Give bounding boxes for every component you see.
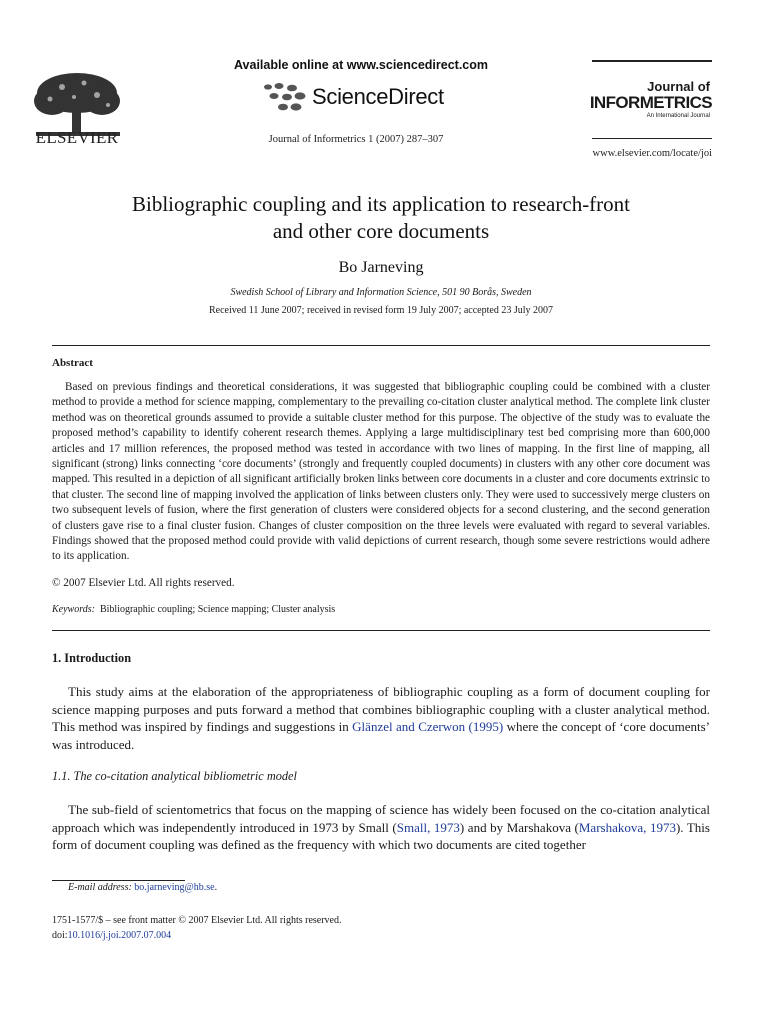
journal-reference: Journal of Informetrics 1 (2007) 287–307 <box>268 134 444 145</box>
section-heading-introduction: 1. Introduction <box>52 651 132 665</box>
footnote-rule <box>52 880 185 881</box>
article-title-line-1: Bibliographic coupling and its application to research-front <box>131 192 631 216</box>
abstract-heading: Abstract <box>52 357 93 369</box>
article-title <box>60 191 702 245</box>
keywords-line <box>52 604 335 615</box>
citation-link-small-1973[interactable]: Small, 1973 <box>396 819 460 835</box>
intro-p1-text-b: where the concept of ‘core documents’ was introduced. <box>52 719 710 752</box>
intro-p2-text-a: The sub-field of scientometrics that focus on the mapping of science has widely been focused on the co-citation analytical approach which was independently introduced in 1973 by Small ( <box>52 802 710 835</box>
intro-paragraph-1 <box>52 683 710 753</box>
doi-label: doi: <box>52 930 68 941</box>
citation-link-glanzel-czerwon[interactable]: Glänzel and Czerwon (1995) <box>352 719 504 735</box>
journal-logo-of: Journal of <box>647 79 710 94</box>
email-label: E-mail address: <box>68 882 132 893</box>
abstract-bottom-rule <box>52 630 710 631</box>
journal-logo <box>584 80 712 120</box>
issn-line: 1751-1577/$ – see front matter © 2007 Elsevier Ltd. All rights reserved. <box>52 915 342 926</box>
author-affiliation: Swedish School of Library and Information Science, 501 90 Borås, Sweden <box>230 287 532 298</box>
keywords-list: Bibliographic coupling; Science mapping; Cluster analysis <box>99 604 336 615</box>
subsection-heading: 1.1. The co-citation analytical bibliometric model <box>52 769 297 783</box>
intro-p1-text-a: This study aims at the elaboration of the appropriateness of bibliographic coupling as a form of document coupling for science mapping purposes and puts forward a method that combines bibliographic coupling with a cluster analytical method. This method was inspired by findings and suggestions in <box>52 684 710 735</box>
intro-p2-text-b: ) and by Marshakova ( <box>459 819 579 835</box>
citation-link-marshakova-1973[interactable]: Marshakova, 1973 <box>578 819 676 835</box>
publisher-name: ELSEVIER <box>35 128 119 147</box>
journal-logo-subtitle: An International Journal <box>646 113 710 119</box>
intro-paragraph-2 <box>52 801 710 854</box>
author-name: Bo Jarneving <box>338 259 424 276</box>
journal-logo-top-rule <box>592 60 712 62</box>
journal-url-link[interactable]: www.elsevier.com/locate/joi <box>592 148 712 159</box>
sciencedirect-dots-icon <box>262 82 308 112</box>
journal-logo-bottom-rule <box>592 138 712 139</box>
email-link[interactable]: bo.jarneving@hb.se <box>134 882 215 893</box>
footnote-email <box>68 882 217 893</box>
sciencedirect-logo <box>262 80 472 114</box>
intro-p2-text-c: ). This form of document coupling was defined as the frequency with which two documents are cited together <box>52 819 710 853</box>
received-dates: Received 11 June 2007; received in revised form 19 July 2007; accepted 23 July 2007 <box>209 305 553 316</box>
email-end: . <box>214 882 218 893</box>
article-title-line-2: and other core documents <box>272 219 490 243</box>
sciencedirect-wordmark: ScienceDirect <box>312 84 444 109</box>
journal-logo-name: INFORMETRICS <box>589 93 712 112</box>
doi-line <box>52 930 171 941</box>
abstract-text: Based on previous findings and theoretical considerations, it was suggested that bibliographic coupling could be combined with a cluster method to provide a method for science mapping, complementary to the prevailing co-citation cluster analytical method. The complete link cluster method was on theoretical grounds assumed to provide a suitable cluster method for this purpose. The objective of the study was to evaluate the proposed method’s capability to identify coherent research themes. Applying a large multidisciplinary test bed comprising more than 600,000 articles and 17 million references, the proposed method was tested in accordance with two lines of mapping. In the first line of mapping, all significant (strong) links connecting ‘core documents’ (strongly and frequently coupled documents) in clusters with any other core document was mapped. This resulted in a depiction of all significant artificially broken links between core documents in a cluster and core documents extrinsic to that cluster. The second line of mapping involved the application of links between clusters only. They were used to successively merge clusters on two subsequent levels of fusion, where the first generation of clusters were considered objects for a second clustering, and the second generation of clusters gave rise to a final cluster fusion. Changes of cluster composition on the three levels were evaluated with regard to several variables. Findings showed that the proposed method could provide with valid depictions of current research, though some severe restrictions would adhere to its application. <box>52 381 710 563</box>
doi-link[interactable]: 10.1016/j.joi.2007.07.004 <box>67 930 172 941</box>
available-online-text: Available online at www.sciencedirect.com <box>233 58 489 72</box>
keywords-label: Keywords: <box>52 604 95 615</box>
abstract-copyright: © 2007 Elsevier Ltd. All rights reserved. <box>52 577 235 589</box>
abstract-top-rule <box>52 345 710 346</box>
